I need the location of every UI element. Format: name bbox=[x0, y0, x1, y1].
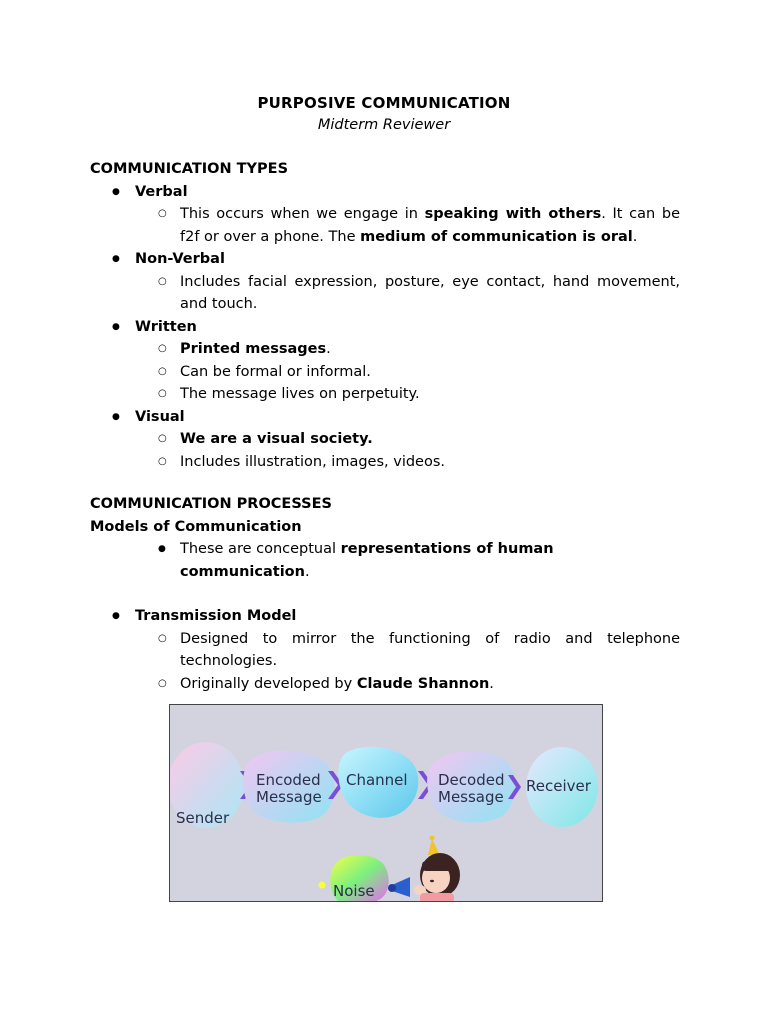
bold-text: Claude Shannon bbox=[356, 675, 490, 692]
list-item-written bbox=[90, 316, 680, 339]
item-label: Non-Verbal bbox=[135, 251, 225, 267]
list-subitem bbox=[90, 338, 680, 361]
spacer bbox=[90, 583, 680, 605]
encoded-label-line2: Message bbox=[256, 788, 322, 806]
text-run: . bbox=[326, 341, 331, 357]
section-heading-processes: COMMUNICATION PROCESSES bbox=[90, 496, 332, 512]
bold-text: We are a visual society. bbox=[180, 431, 373, 447]
list-subitem: ○ The message lives on perpetuity. bbox=[90, 383, 680, 406]
list-subitem: ○ Includes illustration, images, videos. bbox=[90, 451, 680, 474]
item-label: Transmission Model bbox=[135, 608, 297, 624]
list-item-nonverbal bbox=[90, 248, 680, 271]
transmission-model-diagram bbox=[169, 704, 603, 902]
list-item-intro bbox=[90, 538, 680, 583]
decoded-label-line2: Message bbox=[438, 788, 504, 806]
document-subtitle: Midterm Reviewer bbox=[317, 117, 451, 133]
list-subitem bbox=[90, 673, 680, 696]
megaphone-mouth bbox=[388, 884, 396, 892]
diagram-svg bbox=[170, 705, 602, 901]
list-subitem bbox=[90, 203, 680, 248]
communication-types-section bbox=[90, 158, 680, 473]
list-subitem: ○ Can be formal or informal. bbox=[90, 361, 680, 384]
channel-label: Channel bbox=[346, 771, 408, 789]
item-label: Visual bbox=[135, 408, 185, 425]
text-run: . It can be f2f or over a phone. The bbox=[180, 206, 680, 245]
list-subitem: ○ Designed to mirror the functioning of radio and telephone technologies. bbox=[90, 628, 680, 673]
item-label: Written bbox=[135, 318, 197, 335]
encoded-label-line1: Encoded bbox=[256, 771, 321, 789]
section-heading-types: COMMUNICATION TYPES bbox=[90, 161, 289, 177]
communication-processes-section bbox=[90, 493, 680, 695]
text-run: These are conceptual bbox=[180, 541, 341, 557]
list-subitem bbox=[90, 428, 680, 451]
text-run: Originally developed by bbox=[180, 675, 357, 692]
list-subitem: ○ Includes facial expression, posture, eye contact, hand movement, and touch. bbox=[90, 271, 680, 316]
bold-text: medium of communication is oral bbox=[360, 228, 633, 245]
text-run: . bbox=[304, 563, 310, 580]
noise-label: Noise bbox=[333, 882, 375, 900]
subheading-models: Models of Communication bbox=[90, 518, 302, 535]
list-item-transmission-model bbox=[90, 605, 680, 628]
text-run: This occurs when we engage in bbox=[180, 206, 425, 222]
list-item-visual bbox=[90, 406, 680, 429]
bold-text: Printed messages bbox=[180, 341, 327, 357]
text-run: . bbox=[489, 675, 494, 692]
decoded-label-line1: Decoded bbox=[438, 771, 505, 789]
bold-text: representations of human communication bbox=[180, 541, 554, 580]
sender-label: Sender bbox=[176, 809, 230, 827]
bold-text: speaking with others bbox=[424, 206, 602, 222]
document-title: PURPOSIVE COMMUNICATION bbox=[257, 94, 511, 112]
person-icon bbox=[414, 836, 460, 902]
item-label: Verbal bbox=[135, 183, 188, 200]
text-run: . bbox=[632, 228, 638, 245]
list-item-verbal bbox=[90, 181, 680, 204]
sparkle-dot bbox=[319, 882, 326, 889]
receiver-label: Receiver bbox=[526, 777, 591, 795]
